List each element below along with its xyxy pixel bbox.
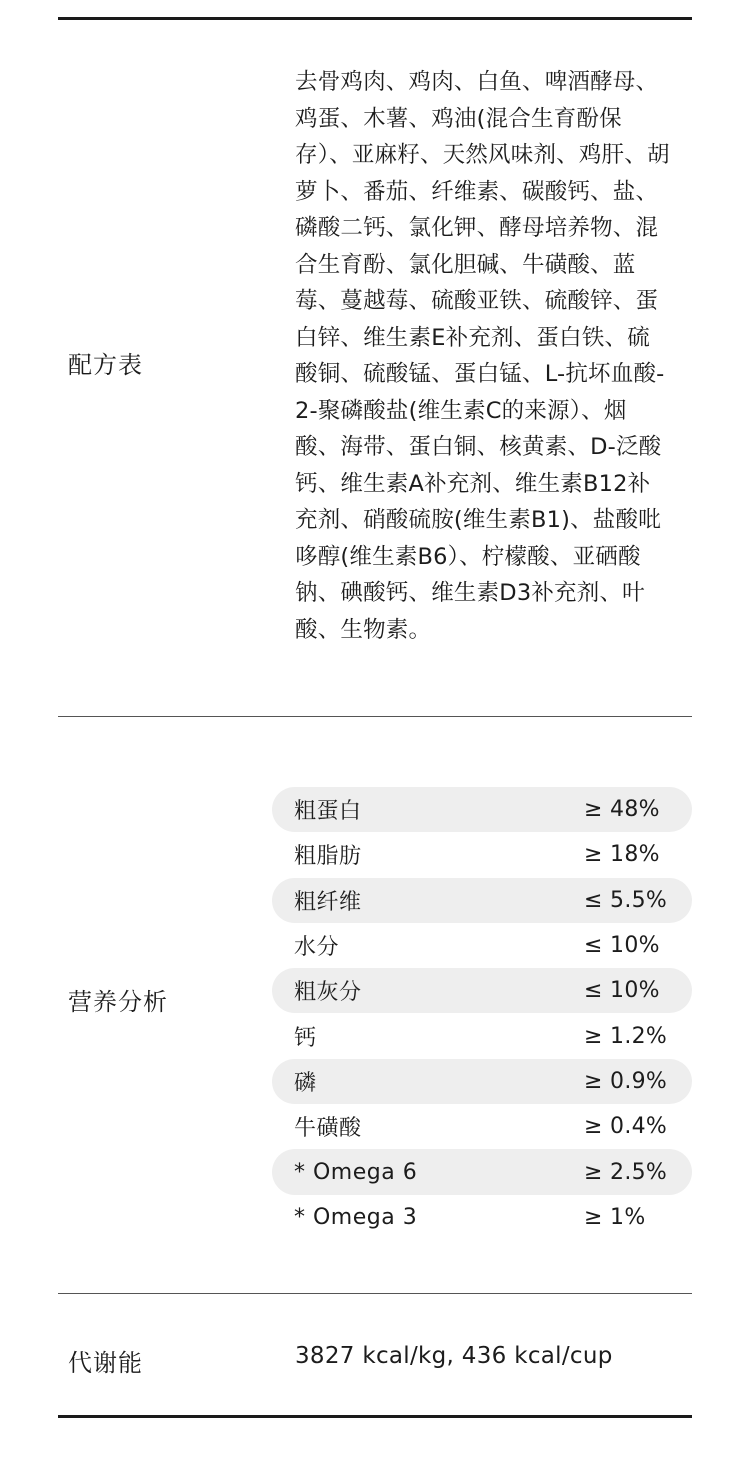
nutrient-name: 粗纤维 (294, 889, 362, 915)
table-row (272, 1195, 692, 1240)
table-row (272, 832, 692, 877)
nutrient-name: 钙 (294, 1025, 317, 1051)
ingredients-text: 去骨鸡肉、鸡肉、白鱼、啤酒酵母、鸡蛋、木薯、鸡油(混合生育酚保存）、亚麻籽、天然风味剂、鸡肝、胡萝卜、番茄、纤维素、碳酸钙、盐、磷酸二钙、氯化钾、酵母培养物、混合生育酚、氯化胆碱、牛磺酸、蓝莓、蔓越莓、硫酸亚铁、硫酸锌、蛋白锌、维生素E补充剂、蛋白铁、硫酸铜、硫酸锰、蛋白锰、L-抗坏血酸-2-聚磷酸盐(维生素C的来源）、烟酸、海带、蛋白铜、核黄素、D-泛酸钙、维生素A补充剂、维生素B12补充剂、硝酸硫胺(维生素B1)、盐酸吡哆醇(维生素B6）、柠檬酸、亚硒酸钠、碘酸钙、维生素D3补充剂、叶酸、生物素。 (295, 69, 670, 643)
nutrient-name: 粗脂肪 (294, 844, 362, 870)
table-row (272, 1013, 692, 1058)
nutrient-name: 磷 (294, 1070, 317, 1096)
nutrient-value: ≤ 10% (584, 978, 660, 1004)
nutrition-label: 营养分析 (68, 988, 168, 1016)
table-row (272, 923, 692, 968)
nutrient-name: * Omega 3 (294, 1204, 418, 1230)
nutrient-value: ≥ 0.4% (584, 1114, 668, 1140)
nutrient-value: ≥ 0.9% (584, 1068, 668, 1094)
nutrient-value: ≥ 18% (584, 842, 660, 868)
table-row (272, 968, 692, 1013)
table-row (272, 878, 692, 923)
nutrient-value: ≥ 48% (584, 797, 660, 823)
energy-label: 代谢能 (68, 1349, 143, 1377)
nutrient-value: ≤ 5.5% (584, 887, 668, 913)
section-divider (58, 1293, 692, 1294)
table-row (272, 787, 692, 832)
table-row (272, 1059, 692, 1104)
bottom-rule (58, 1415, 692, 1418)
nutrient-value: ≥ 1.2% (584, 1023, 668, 1049)
nutrient-name: 水分 (294, 935, 340, 961)
nutrient-name: 牛磺酸 (294, 1116, 362, 1142)
section-divider (58, 716, 692, 717)
nutrient-name: 粗灰分 (294, 980, 362, 1006)
top-rule (58, 17, 692, 20)
energy-value: 3827 kcal/kg, 436 kcal/cup (295, 1343, 613, 1369)
nutrient-name: 粗蛋白 (294, 799, 362, 825)
nutrient-value: ≤ 10% (584, 933, 660, 959)
table-row (272, 1104, 692, 1149)
ingredients-label: 配方表 (68, 351, 143, 379)
nutrient-name: * Omega 6 (294, 1159, 418, 1185)
nutrition-table (272, 787, 692, 1240)
nutrient-value: ≥ 2.5% (584, 1159, 668, 1185)
nutrient-value: ≥ 1% (584, 1204, 646, 1230)
table-row (272, 1149, 692, 1194)
